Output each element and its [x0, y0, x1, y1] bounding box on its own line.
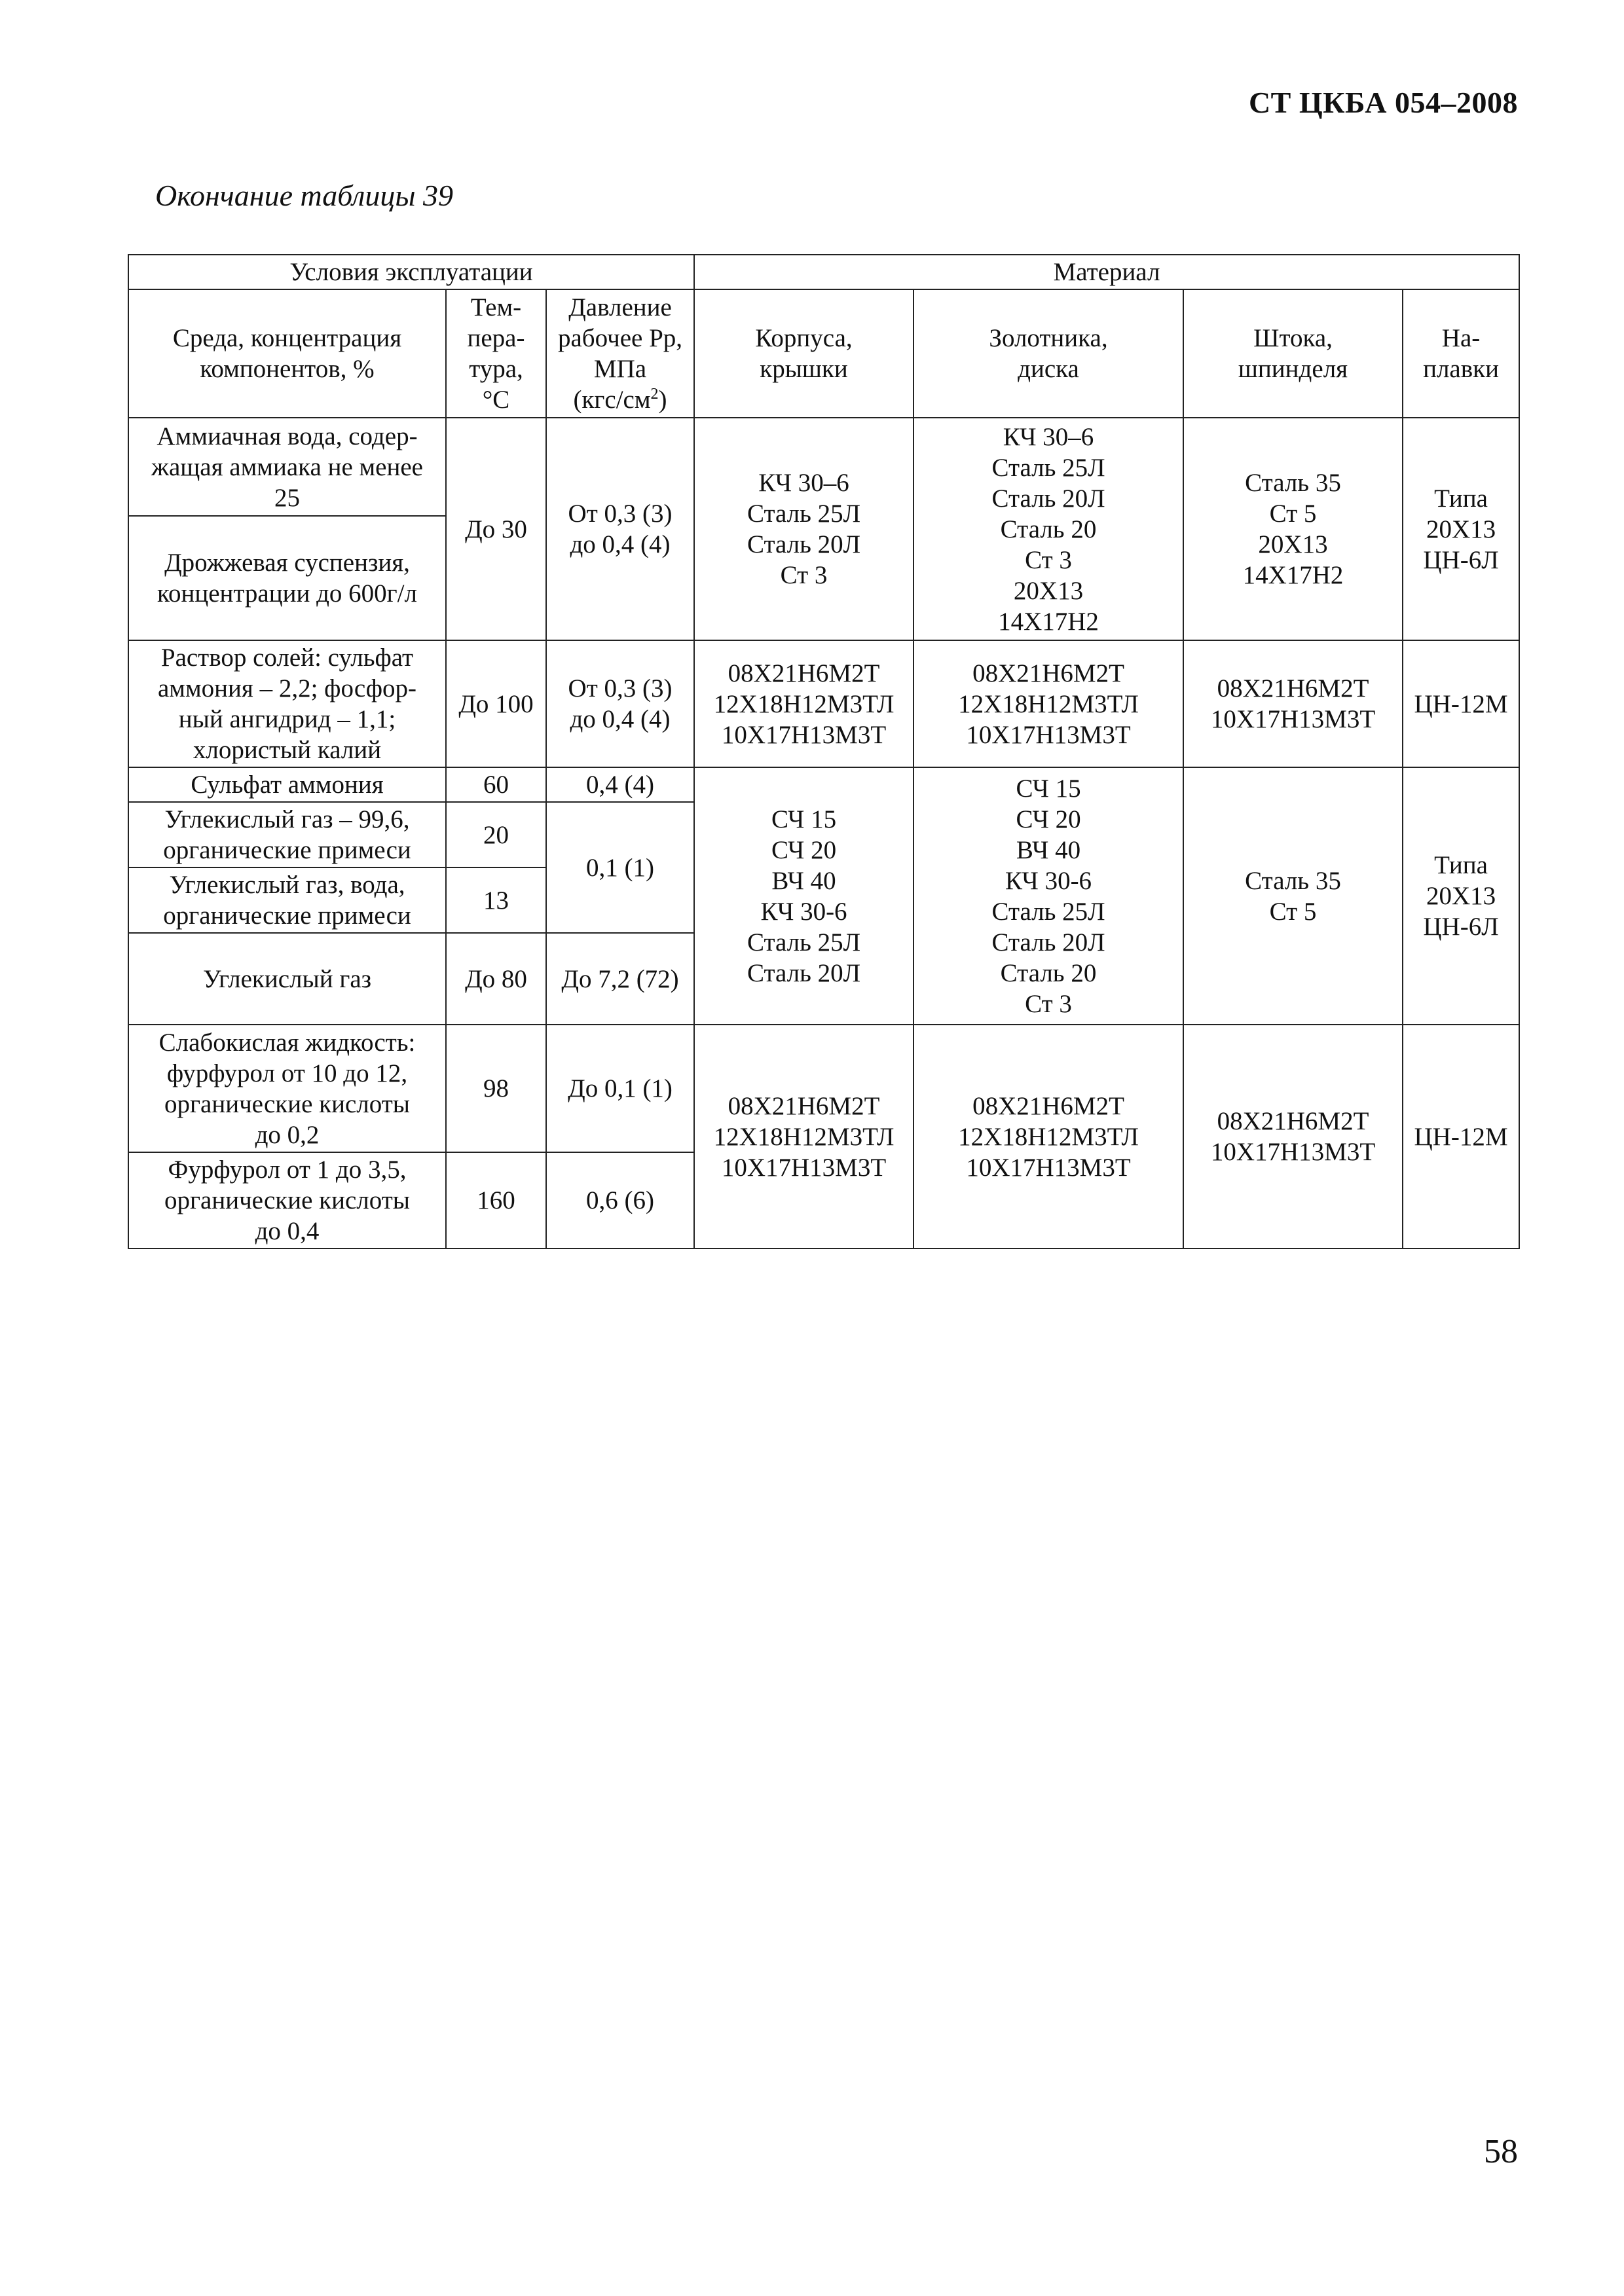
cell-medium: Углекислый газ — [128, 933, 446, 1025]
cell-body-material: 08Х21Н6М2Т 12Х18Н12М3ТЛ 10Х17Н13М3Т — [694, 1025, 913, 1248]
pressure-header-text: Давление рабочее Рр, МПа (кгс/см — [557, 293, 683, 414]
pressure-header-close: ) — [658, 386, 667, 414]
cell-stem-material: Сталь 35 Ст 5 20Х13 14Х17Н2 — [1183, 418, 1403, 640]
cell-pressure: До 0,1 (1) — [546, 1025, 694, 1152]
cell-medium: Аммиачная вода, содер- жащая аммиака не менее 25 — [128, 418, 446, 516]
cell-temperature: До 30 — [446, 418, 546, 640]
cell-disc-material: 08Х21Н6М2Т 12Х18Н12М3ТЛ 10Х17Н13М3Т — [913, 1025, 1183, 1248]
cell-stem-material: 08Х21Н6М2Т 10Х17Н13М3Т — [1183, 1025, 1403, 1248]
cell-medium: Сульфат аммония — [128, 767, 446, 802]
cell-hardfacing-material: ЦН-12М — [1403, 640, 1519, 767]
cell-hardfacing-material: ЦН-12М — [1403, 1025, 1519, 1248]
cell-hardfacing-material: Типа 20Х13 ЦН-6Л — [1403, 418, 1519, 640]
cell-disc-material: 08Х21Н6М2Т 12Х18Н12М3ТЛ 10Х17Н13М3Т — [913, 640, 1183, 767]
cell-pressure: От 0,3 (3) до 0,4 (4) — [546, 640, 694, 767]
cell-temperature: 20 — [446, 802, 546, 867]
pressure-unit-exponent: 2 — [650, 386, 659, 403]
cell-temperature: 98 — [446, 1025, 546, 1152]
cell-medium: Углекислый газ, вода, органические примеси — [128, 867, 446, 933]
conditions-group-header: Условия эксплуатации — [128, 255, 694, 289]
cell-pressure: 0,1 (1) — [546, 802, 694, 933]
page-number: 58 — [1484, 2133, 1518, 2170]
cell-disc-material: СЧ 15 СЧ 20 ВЧ 40 КЧ 30-6 Сталь 25Л Сталь 20Л Сталь 20 Ст 3 — [913, 767, 1183, 1025]
cell-temperature: До 100 — [446, 640, 546, 767]
column-header-hardfacing: На- плавки — [1403, 289, 1519, 418]
cell-temperature: До 80 — [446, 933, 546, 1025]
cell-medium: Фурфурол от 1 до 3,5, органические кислоты до 0,4 — [128, 1152, 446, 1248]
cell-medium: Дрожжевая суспензия, концентрации до 600г/л — [128, 516, 446, 640]
materials-table — [128, 254, 1520, 1249]
cell-stem-material: 08Х21Н6М2Т 10Х17Н13М3Т — [1183, 640, 1403, 767]
column-header-temperature: Тем- пера- тура, °С — [446, 289, 546, 418]
cell-disc-material: КЧ 30–6 Сталь 25Л Сталь 20Л Сталь 20 Ст 3 20Х13 14Х17Н2 — [913, 418, 1183, 640]
cell-pressure: До 7,2 (72) — [546, 933, 694, 1025]
column-header-stem: Штока, шпинделя — [1183, 289, 1403, 418]
cell-pressure: 0,4 (4) — [546, 767, 694, 802]
cell-medium: Слабокислая жидкость: фурфурол от 10 до 12, органические кислоты до 0,2 — [128, 1025, 446, 1152]
cell-body-material: СЧ 15 СЧ 20 ВЧ 40 КЧ 30-6 Сталь 25Л Сталь 20Л — [694, 767, 913, 1025]
cell-medium: Раствор солей: сульфат аммония – 2,2; фосфор- ный ангидрид – 1,1; хлористый калий — [128, 640, 446, 767]
cell-temperature: 60 — [446, 767, 546, 802]
cell-body-material: КЧ 30–6 Сталь 25Л Сталь 20Л Ст 3 — [694, 418, 913, 640]
column-header-body: Корпуса, крышки — [694, 289, 913, 418]
cell-pressure: От 0,3 (3) до 0,4 (4) — [546, 418, 694, 640]
column-header-disc: Золотника, диска — [913, 289, 1183, 418]
cell-pressure: 0,6 (6) — [546, 1152, 694, 1248]
column-header-pressure — [546, 289, 694, 418]
column-header-medium: Среда, концентрация компонентов, % — [128, 289, 446, 418]
cell-temperature: 13 — [446, 867, 546, 933]
document-code: СТ ЦКБА 054–2008 — [1248, 86, 1518, 119]
cell-medium: Углекислый газ – 99,6, органические примеси — [128, 802, 446, 867]
cell-stem-material: Сталь 35 Ст 5 — [1183, 767, 1403, 1025]
material-group-header: Материал — [694, 255, 1519, 289]
table-caption: Окончание таблицы 39 — [155, 179, 453, 212]
cell-hardfacing-material: Типа 20Х13 ЦН-6Л — [1403, 767, 1519, 1025]
cell-body-material: 08Х21Н6М2Т 12Х18Н12М3ТЛ 10Х17Н13М3Т — [694, 640, 913, 767]
cell-temperature: 160 — [446, 1152, 546, 1248]
